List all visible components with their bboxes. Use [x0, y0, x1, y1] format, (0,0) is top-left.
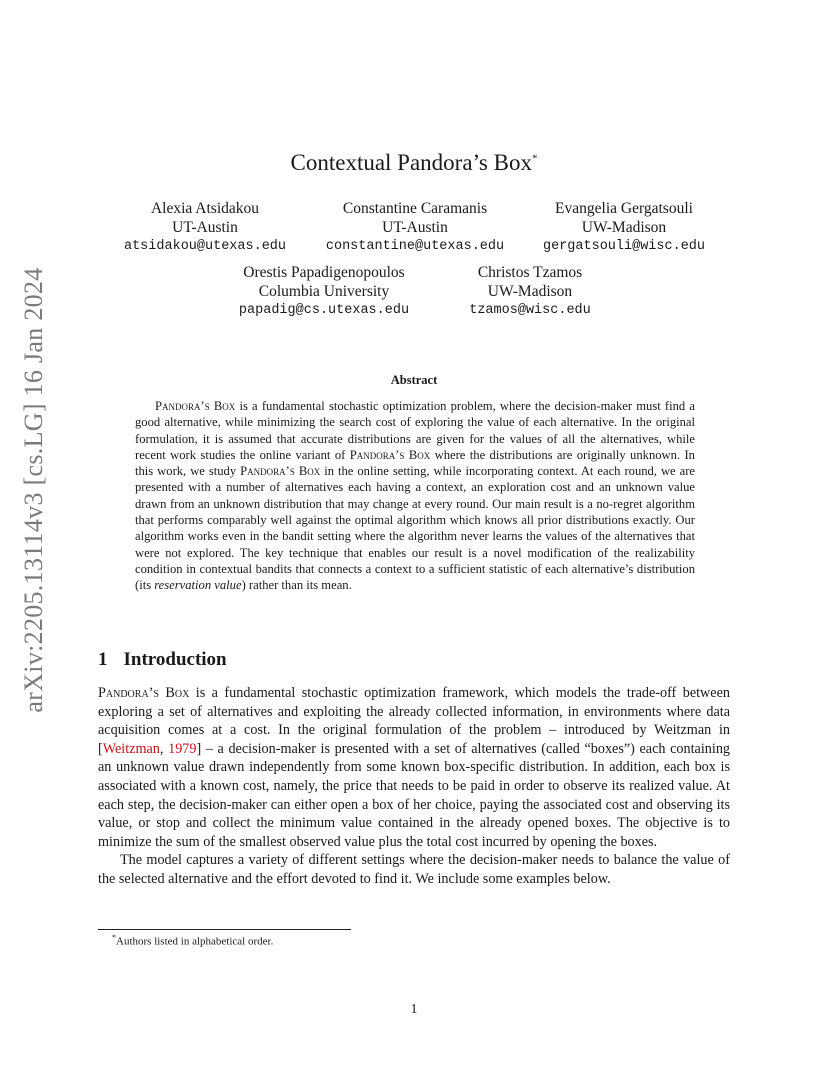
citation-separator: ,: [159, 740, 169, 757]
introduction-body: [98, 684, 730, 889]
author-block: [224, 263, 424, 320]
author-name: Christos Tzamos: [477, 264, 583, 281]
author-block: [528, 199, 720, 256]
author-affiliation: UT-Austin: [382, 219, 448, 236]
author-block: [455, 263, 605, 320]
footnote-text: Authors listed in alphabetical order.: [116, 935, 274, 948]
arxiv-stamp-text: arXiv:2205.13114v3 [cs.LG] 16 Jan 2024: [19, 267, 48, 713]
pandoras-box-term: Pandora’s Box: [155, 399, 236, 413]
author-affiliation: UW-Madison: [487, 283, 573, 300]
author-block: [115, 199, 295, 256]
author-name: Orestis Papadigenopoulos: [243, 264, 405, 281]
pandoras-box-term: Pandora’s Box: [240, 464, 321, 479]
pandoras-box-term: Pandora’s Box: [349, 447, 431, 462]
author-affiliation: UW-Madison: [581, 219, 667, 236]
author-name: Evangelia Gergatsouli: [555, 200, 693, 217]
author-affiliation: UT-Austin: [172, 219, 238, 236]
section-title: Introduction: [123, 649, 227, 670]
page-number: 1: [410, 1002, 418, 1017]
author-email[interactable]: atsidakou@utexas.edu: [123, 239, 287, 254]
author-block: [310, 199, 520, 256]
abstract-text: ) rather than its mean.: [241, 578, 352, 593]
author-email[interactable]: papadig@cs.utexas.edu: [238, 303, 410, 318]
footnote-divider: [98, 929, 351, 930]
paragraph: [98, 684, 730, 851]
author-name: Constantine Caramanis: [342, 200, 488, 217]
author-name: Alexia Atsidakou: [150, 200, 260, 217]
paragraph-text: is a fundamental stochastic optimization framework, which models the trade-off between exploring a set of alternatives and exploiting the already collected information, in environments where data acquisition comes at a cost. In the original formulation of the problem – introduced by Weitzman in [: [98, 685, 730, 757]
title-footnote-mark: *: [531, 152, 538, 165]
citation-link-weitzman[interactable]: [103, 741, 197, 757]
paragraph: The model captures a variety of different settings where the decision-maker needs to balance the value of the selected alternative and the effort devoted to find it. We include some examples below.: [98, 852, 730, 887]
paper-title: [0, 150, 828, 176]
paragraph-text: ] – a decision-maker is presented with a set of alternatives (called “boxes”) each containing an unknown value drawn independently from some known box-specific distribution. In addition, each box is associated with a known cost, namely, the price that needs to be paid in order to observe its realized value. At each step, the decision-maker can either open a box of her choice, paying the associated cost and observing its value, or stop and collect the minimum value contained in the already opened boxes. The objective is to minimize the sum of the smallest observed value plus the total cost incurred by opening the boxes.: [98, 740, 731, 850]
author-email[interactable]: constantine@utexas.edu: [325, 239, 505, 254]
abstract-heading: Abstract: [390, 373, 438, 387]
author-email[interactable]: gergatsouli@wisc.edu: [542, 239, 706, 254]
emphasis-text: reservation value: [154, 578, 242, 593]
citation-year[interactable]: 1979: [168, 740, 197, 757]
author-affiliation: Columbia University: [258, 283, 390, 300]
section-heading-introduction: [98, 649, 227, 671]
citation-name[interactable]: Weitzman: [102, 740, 160, 757]
abstract-text: in the online setting, while incorporating context. At each round, we are presented with a number of alternatives each having a context, an exploration cost and an unknown value drawn from an unknown distribution that may change at every round. Our main result is a no-regret algorithm that performs comparably well against the optimal algorithm which knows all prior distributions exactly. Our algorithm works even in the bandit setting where the algorithm never learns the values of the alternatives that were not explored. The key technique that enables our result is a novel modification of the realizability condition in contextual bandits that connects a context to a sufficient statistic of each alternative’s distribution (its: [135, 464, 696, 593]
abstract-text: where the distributions are originally unknown. In this work, we study: [135, 447, 695, 479]
author-email[interactable]: tzamos@wisc.edu: [469, 303, 591, 318]
footnote: [112, 933, 273, 948]
footnote-mark: *: [112, 933, 116, 942]
section-number: 1: [98, 649, 108, 670]
abstract-body: [135, 398, 695, 594]
abstract-text: is a fundamental stochastic optimization problem, where the decision-maker must find a good alternative, while minimizing the search cost of exploring the value of each alternative. In the original formulation, it is assumed that accurate distributions are given for the values of all the alternatives, while recent work studies the online variant of: [135, 399, 695, 462]
paper-title-text: Contextual Pandora’s Box: [290, 150, 532, 175]
pandoras-box-term: Pandora’s Box: [98, 685, 190, 701]
